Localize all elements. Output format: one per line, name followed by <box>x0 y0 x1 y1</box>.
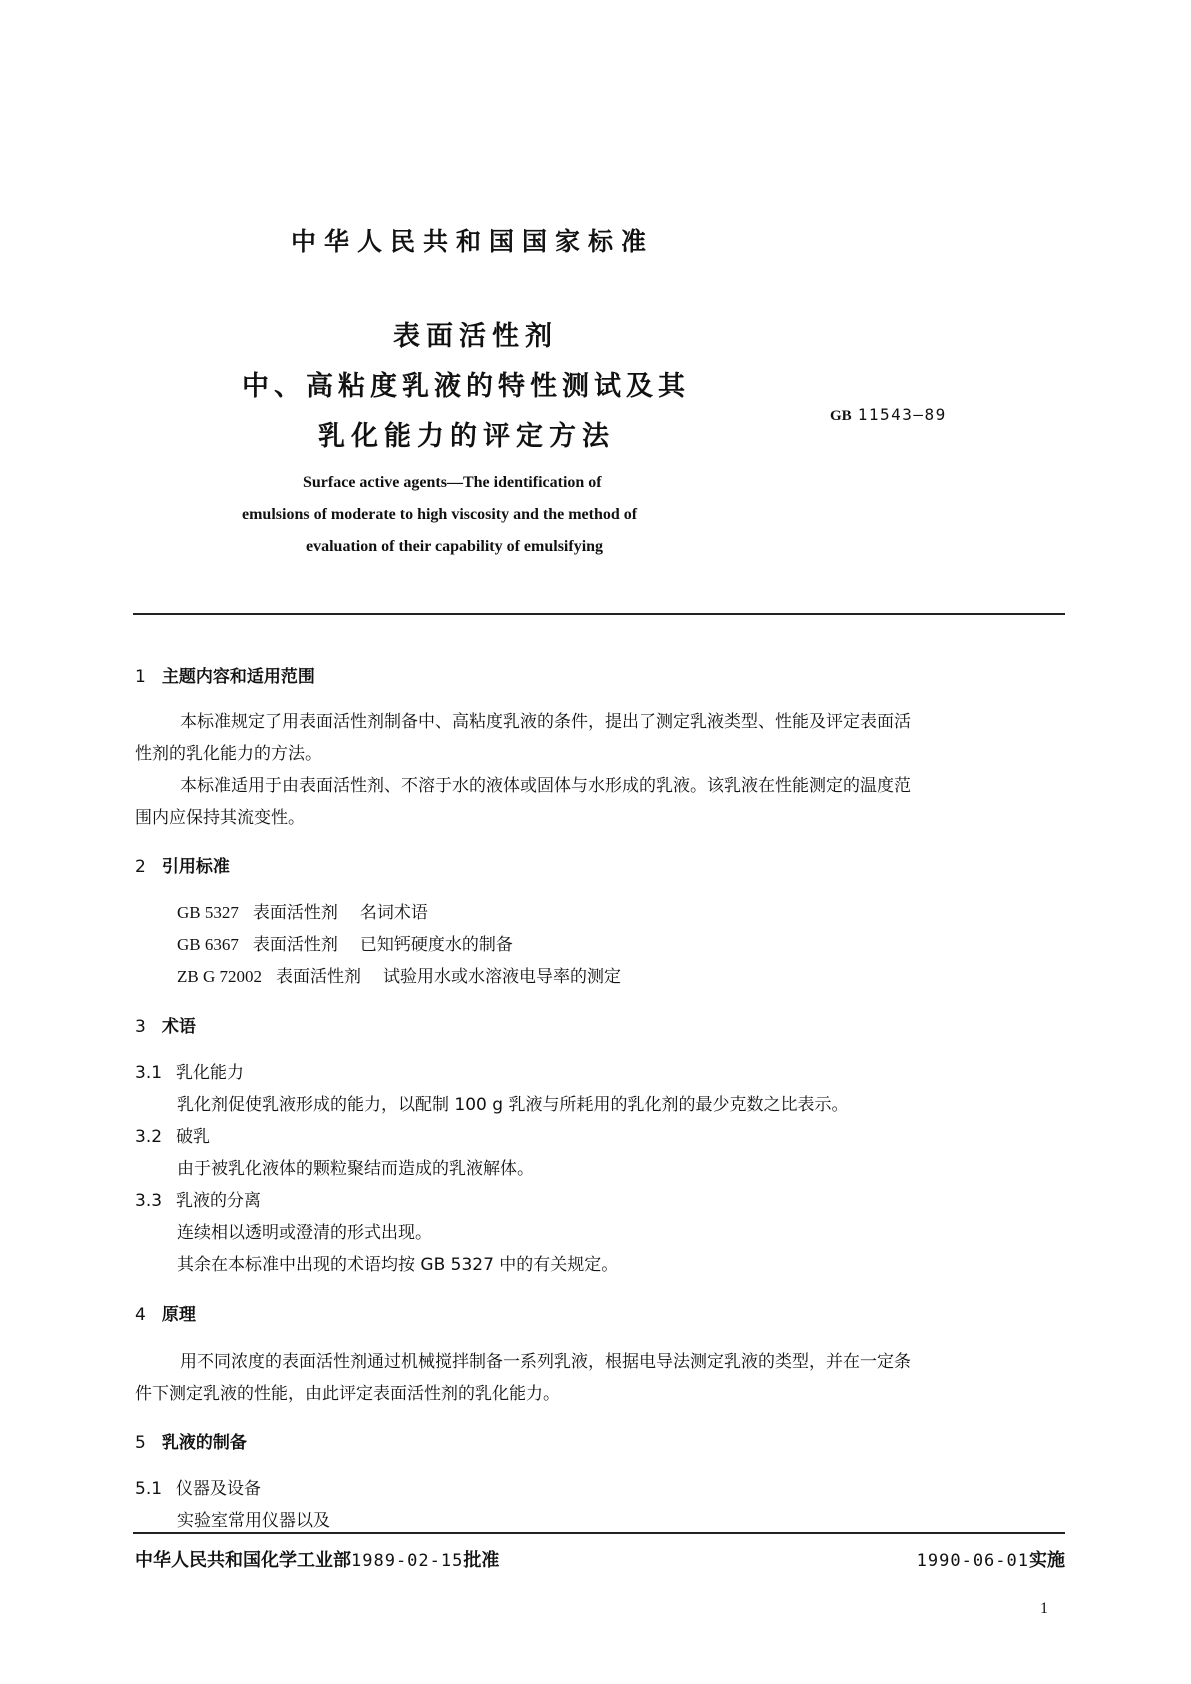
section-5-heading <box>135 1428 247 1453</box>
section-number: 1 <box>135 667 146 687</box>
title-line-2: 中、高粘度乳液的特性测试及其 <box>242 371 690 402</box>
standard-code <box>830 405 947 425</box>
reference-code: ZB G 72002 <box>177 967 262 986</box>
term-title: 破乳 <box>176 1127 211 1147</box>
term-3-1-heading <box>135 1058 244 1083</box>
footer-divider <box>133 1532 1065 1534</box>
term-title: 乳化能力 <box>176 1063 245 1083</box>
national-standard-heading: 中华人民共和国国家标准 <box>291 227 655 256</box>
term-3-1-definition: 乳化剂促使乳液形成的能力，以配制 100 g 乳液与所耗用的乳化剂的最少克数之比表示。 <box>177 1095 849 1115</box>
reference-code: GB 5327 <box>177 903 239 922</box>
term-title: 乳液的分离 <box>176 1191 262 1211</box>
reference-item <box>177 930 513 955</box>
reference-code: GB 6367 <box>177 935 239 954</box>
subsection-5-1-text: 实验室常用仪器以及 <box>177 1511 330 1531</box>
effective-label: 实施 <box>1029 1550 1065 1571</box>
reference-item <box>177 962 621 987</box>
english-title-line-2: emulsions of moderate to high viscosity and the method of <box>242 506 638 523</box>
section-1-heading <box>135 662 315 687</box>
section-4-para-line-1: 用不同浓度的表面活性剂通过机械搅拌制备一系列乳液，根据电导法测定乳液的类型，并在一定条 <box>180 1352 911 1372</box>
section-number: 5 <box>135 1433 146 1453</box>
reference-subject: 表面活性剂 <box>276 967 361 987</box>
header-divider <box>133 613 1065 615</box>
title-line-3: 乳化能力的评定方法 <box>318 421 615 452</box>
section-title: 引用标准 <box>161 857 230 877</box>
section-number: 4 <box>135 1305 146 1325</box>
reference-name: 名词术语 <box>359 903 428 923</box>
term-3-2-definition: 由于被乳化液体的颗粒聚结而造成的乳液解体。 <box>177 1159 534 1179</box>
subsection-title: 仪器及设备 <box>176 1479 262 1499</box>
reference-subject: 表面活性剂 <box>252 935 338 955</box>
section-1-para-2-line-1: 本标准适用于由表面活性剂、不溶于水的液体或固体与水形成的乳液。该乳液在性能测定的温度范 <box>180 776 911 796</box>
effective-date: 1990-06-01 <box>916 1551 1029 1571</box>
section-2-heading <box>135 852 230 877</box>
english-title-line-3: evaluation of their capability of emulsifying <box>306 538 604 555</box>
standard-prefix: GB <box>830 408 852 424</box>
section-3-heading <box>135 1012 196 1037</box>
approval-date: 1989-02-15 <box>351 1551 464 1571</box>
term-3-3-heading <box>135 1186 261 1211</box>
page-number: 1 <box>1040 1600 1048 1617</box>
subsection-5-1-heading <box>135 1474 261 1499</box>
section-number: 3 <box>135 1017 146 1037</box>
term-3-2-heading <box>135 1122 210 1147</box>
term-number: 3.1 <box>135 1063 163 1083</box>
approving-authority: 中华人民共和国化学工业部 <box>135 1550 351 1571</box>
subsection-number: 5.1 <box>135 1479 163 1499</box>
section-4-para-line-2: 件下测定乳液的性能，由此评定表面活性剂的乳化能力。 <box>135 1384 560 1404</box>
title-line-1: 表面活性剂 <box>393 321 558 352</box>
approval-label: 批准 <box>463 1550 500 1571</box>
approval-line <box>135 1546 499 1572</box>
section-1-para-1-line-1: 本标准规定了用表面活性剂制备中、高粘度乳液的条件，提出了测定乳液类型、性能及评定表面活 <box>180 712 911 732</box>
english-title-line-1: Surface active agents—The identification of <box>303 474 602 491</box>
section-title: 术语 <box>161 1017 196 1037</box>
section-title: 主题内容和适用范围 <box>161 667 315 687</box>
reference-subject: 表面活性剂 <box>252 903 338 923</box>
section-title: 乳液的制备 <box>161 1433 247 1453</box>
effective-line <box>917 1546 1065 1572</box>
section-1-para-1-line-2: 性剂的乳化能力的方法。 <box>135 744 322 764</box>
reference-name: 试验用水或水溶液电导率的测定 <box>383 967 621 987</box>
term-number: 3.2 <box>135 1127 163 1147</box>
section-1-para-2-line-2: 围内应保持其流变性。 <box>135 808 305 828</box>
section-title: 原理 <box>161 1305 196 1325</box>
term-3-3-definition: 连续相以透明或澄清的形式出现。 <box>177 1223 432 1243</box>
standard-number: 11543—89 <box>857 405 947 424</box>
section-3-note: 其余在本标准中出现的术语均按 GB 5327 中的有关规定。 <box>177 1255 619 1275</box>
reference-name: 已知钙硬度水的制备 <box>359 935 513 955</box>
reference-item <box>177 898 428 923</box>
section-number: 2 <box>135 857 146 877</box>
section-4-heading <box>135 1300 196 1325</box>
term-number: 3.3 <box>135 1191 163 1211</box>
